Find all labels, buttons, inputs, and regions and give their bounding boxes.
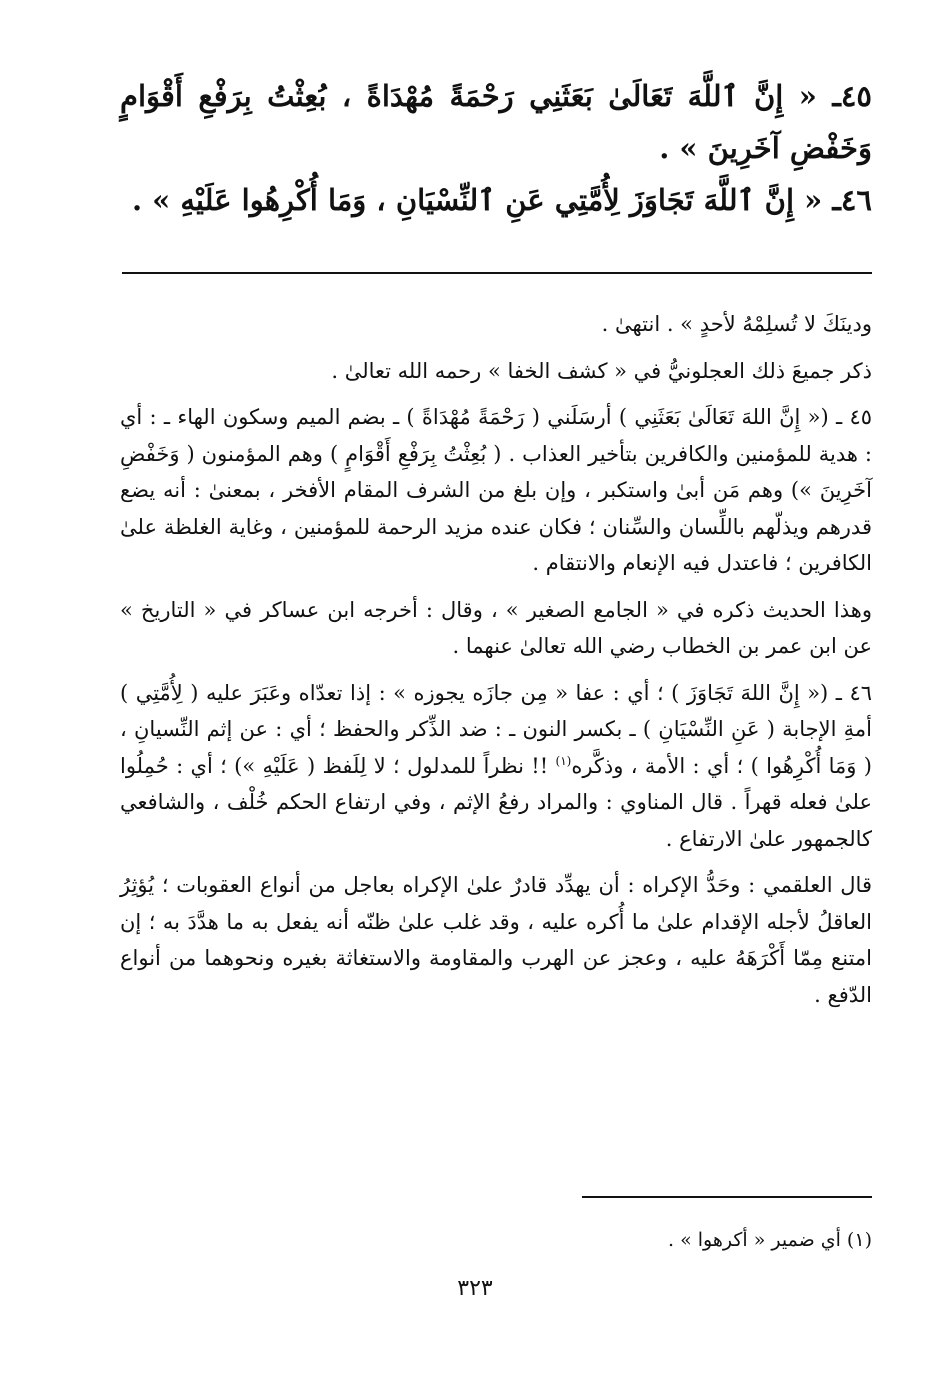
commentary-text: !! نظراً للمدلول ؛ لا لِلَفظ ( عَلَيْهِ ») ؛ أي : حُمِلُوا علىٰ فعله قهراً . قال المناوي : والمراد رفعُ الإثم ، وفي ارتفاع الحكم خُلْف ، والشافعي كالجمهور علىٰ الارتفاع . [120,753,872,851]
commentary-text: ٤٦ ـ (« إِنَّ اللهَ تَجَاوَزَ ) ؛ أي : عفا « مِن جازَه يجوزه » : إذا تعدّاه وعَبَرَ عليه ( لِأُمَّتِي ) أمةِ الإجابة ( عَنِ النِّسْيَانِ ) ـ بكسر النون ـ : ضد الذِّكر والحفظ ؛ أي : عن إثم النِّسيانِ ، ( وَمَا أُكْرِهُوا ) ؛ أي : الأمة ، وذكَّره [120,680,872,778]
footnote: (١) أي ضمير « أكرهوا » . [668,1229,872,1251]
commentary-paragraph: ودينَكَ لا تُسلِمْهُ لأحدٍ » . انتهىٰ . [601,312,872,336]
section-divider [122,272,872,274]
footnote-marker: (١) [555,753,572,768]
footnote-divider [582,1196,872,1198]
hadith-46: ٤٦ـ « إِنَّ ٱللَّهَ تَجَاوَزَ لِأُمَّتِي عَنِ ٱلنِّسْيَانِ ، وَمَا أُكْرِهُوا عَلَيْهِ » . [131,183,872,217]
commentary-block [120,306,872,1023]
commentary-paragraph: ذكر جميعَ ذلك العجلونيُّ في « كشف الخفا » رحمه الله تعالىٰ . [331,358,872,383]
commentary-paragraph: قال العلقمي : وحَدُّ الإكراه : أن يهدِّد قادرٌ علىٰ الإكراه بعاجل من أنواع العقوبات ؛ يُؤثِرُ العاقلُ لأجله الإقدام علىٰ ما أُكره عليه ، وقد غلب علىٰ ظنّه أنه يفعل به ما هدَّدَ به ؛ إن امتنع مِمّا أَكْرَهَهُ عليه ، وعجز عن الهرب والمقاومة والاستغاثة بغيره ونحوهما من أنواع الدّفع . [120,873,872,1007]
commentary-paragraph: وهذا الحديث ذكره في « الجامع الصغير » ، وقال : أخرجه ابن عساكر في « التاريخ » عن ابن عمر بن الخطاب رضي الله تعالىٰ عنهما . [120,597,872,658]
hadith-45: ٤٥ـ « إِنَّ ٱللَّهَ تَعَالَىٰ بَعَثَنِي رَحْمَةً مُهْدَاةً ، بُعِثْتُ بِرَفْعِ أَقْوَامٍ وَخَفْضِ آخَرِينَ » . [120,79,872,165]
hadith-text-block [120,70,872,226]
page-number: ٣٢٣ [457,1276,493,1301]
commentary-paragraph [120,675,872,858]
commentary-paragraph: ٤٥ ـ (« إِنَّ اللهَ تَعَالَىٰ بَعَثَنِي ) أرسَلَني ( رَحْمَةً مُهْدَاةً ) ـ بضم الميم وسكون الهاء ـ : أي : هدية للمؤمنين والكافرين بتأخير العذاب . ( بُعِثْتُ بِرَفْعِ أَقْوَامٍ ) وهم المؤمنون ( وَخَفْضِ آخَرِينَ ») وهم مَن أبىٰ واستكبر ، وإن بلغ من الشرف المقام الأفخر ، بمعنىٰ : أنه يضع قدرهم ويذلّهم باللِّسان والسِّنان ؛ فكان عنده مزيد الرحمة للمؤمنين ، وغاية الغلظة علىٰ الكافرين ؛ فاعتدل فيه الإنعام والانتقام . [120,405,872,575]
